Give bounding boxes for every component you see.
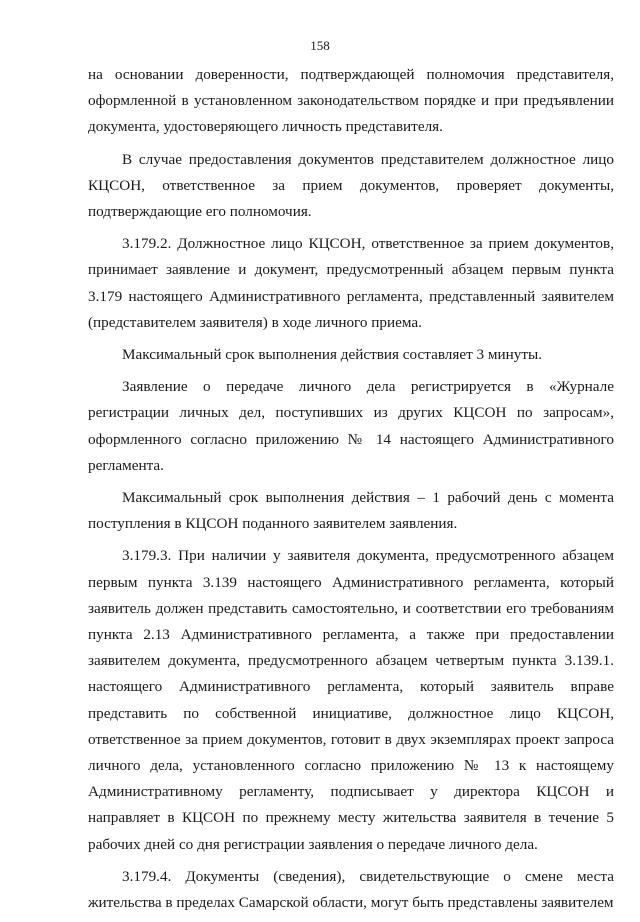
paragraph-8: 3.179.4. Документы (сведения), свидетельствующие о смене места жительства в пределах Самарской области, могут быть представлены заявителем	[88, 867, 614, 912]
paragraph-3: 3.179.2. Должностное лицо КЦСОН, ответственное за прием документов, принимает заявление и документ, предусмотренный абзацем первым пункта 3.179 настоящего Административного регламента, представленный заявителем (представителем заявителя) в ходе личного приема.	[88, 235, 614, 331]
paragraph-2: В случае предоставления документов представителем должностное лицо КЦСОН, ответственное за прием документов, проверяет документы, подтверждающие его полномочия.	[88, 150, 614, 221]
page-number: 158	[310, 38, 330, 53]
paragraph-6: Максимальный срок выполнения действия – 1 рабочий день с момента поступления в КЦСОН поданного заявителем заявления.	[88, 489, 614, 533]
paragraph-1: на основании доверенности, подтверждающей полномочия представителя, оформленной в установленном законодательством порядке и при предъявлении документа, удостоверяющего личность представителя.	[88, 66, 614, 136]
paragraph-5: Заявление о передаче личного дела регистрируется в «Журнале регистрации личных дел, поступивших из других КЦСОН по запросам», оформленного согласно приложению № 14 настоящего Административного регламента.	[88, 378, 614, 474]
document-body	[88, 62, 614, 922]
paragraph-4: Максимальный срок выполнения действия составляет 3 минуты.	[122, 346, 543, 364]
paragraph-7: 3.179.3. При наличии у заявителя документа, предусмотренного абзацем первым пункта 3.139 настоящего Административного регламента, который заявитель должен представить самостоятельно, и соответствии его требованиям пункта 2.13 Административного регламента, а также при предоставлении заявителем документа, предусмотренного абзацем четвертым пункта 3.139.1. настоящего Административного регламента, который заявитель вправе представить по собственной инициативе, должностное лицо КЦСОН, ответственное за прием документов, готовит в двух экземплярах проект запроса личного дела, установленного согласно приложению № 13 к настоящему Административному регламенту, подписывает у директора КЦСОН и направляет в КЦСОН по прежнему месту жительства заявителя в течение 5 рабочих дней со дня регистрации заявления о передаче личного дела.	[88, 547, 614, 853]
